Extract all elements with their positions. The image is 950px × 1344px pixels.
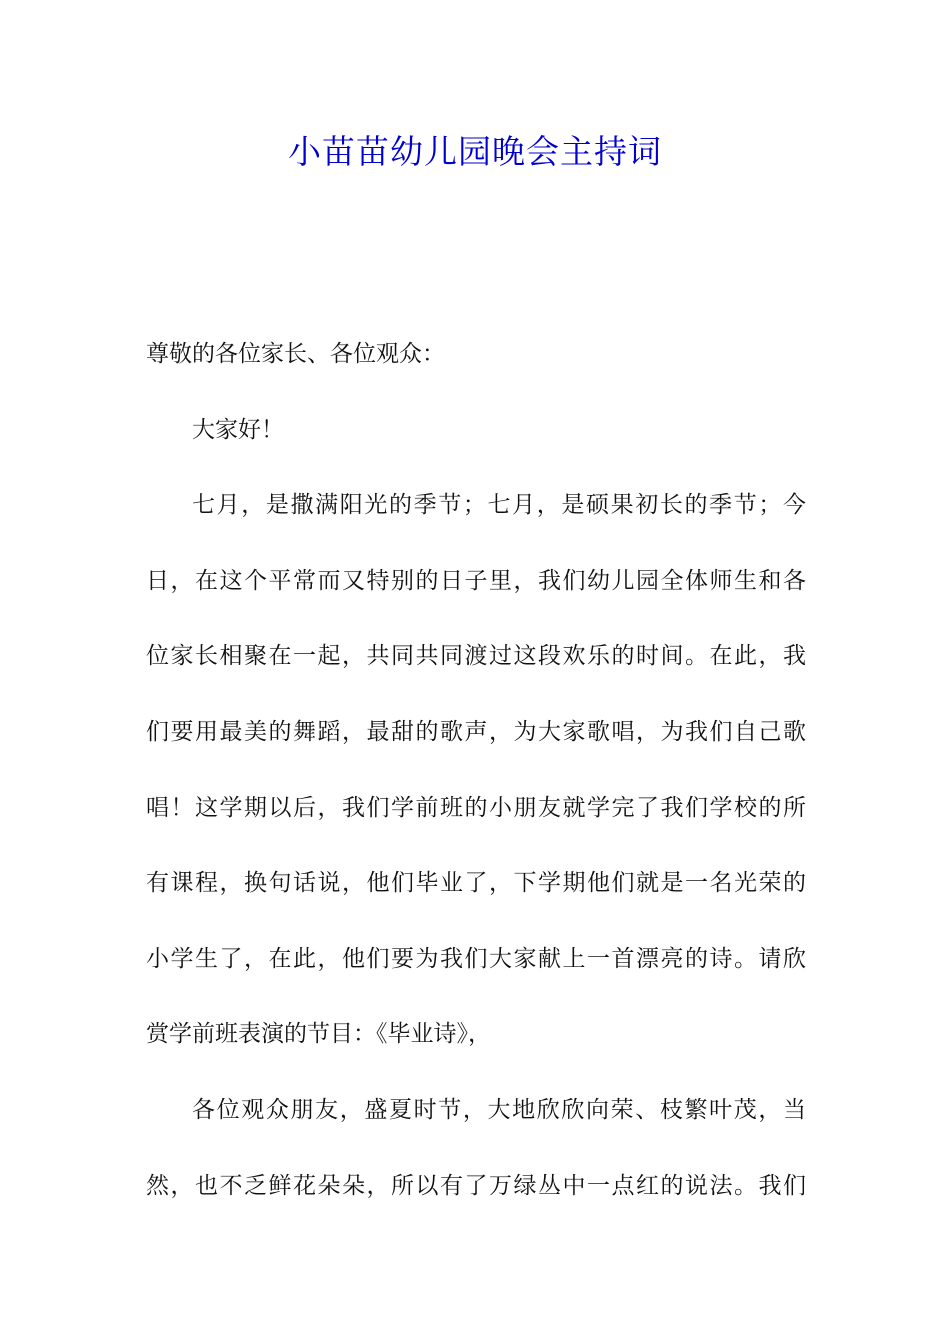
paragraph-line: 有课程，换句话说，他们毕业了，下学期他们就是一名光荣的 <box>146 870 806 897</box>
paragraph-line: 唱！这学期以后，我们学前班的小朋友就学完了我们学校的所 <box>146 794 806 821</box>
paragraph-line: 七月，是撒满阳光的季节；七月，是硕果初长的季节；今 <box>192 492 806 519</box>
paragraph-line: 赏学前班表演的节目：《毕业诗》， <box>146 1021 491 1048</box>
greeting-line: 大家好！ <box>192 416 284 443</box>
salutation-line: 尊敬的各位家长、各位观众： <box>146 341 445 367</box>
paragraph-line: 日，在这个平常而又特别的日子里，我们幼儿园全体师生和各 <box>146 567 806 594</box>
paragraph-line: 各位观众朋友，盛夏时节，大地欣欣向荣、枝繁叶茂，当 <box>192 1096 806 1123</box>
paragraph-line: 位家长相聚在一起，共同共同渡过这段欢乐的时间。在此，我 <box>146 643 806 670</box>
paragraph-line: 然，也不乏鲜花朵朵，所以有了万绿丛中一点红的说法。我们 <box>146 1172 806 1199</box>
paragraph-line: 们要用最美的舞蹈，最甜的歌声，为大家歌唱，为我们自己歌 <box>146 718 806 745</box>
paragraph-line: 小学生了，在此，他们要为我们大家献上一首漂亮的诗。请欣 <box>146 945 806 972</box>
document-title: 小苗苗幼儿园晚会主持词 <box>288 132 662 171</box>
document-body <box>146 336 806 1243</box>
